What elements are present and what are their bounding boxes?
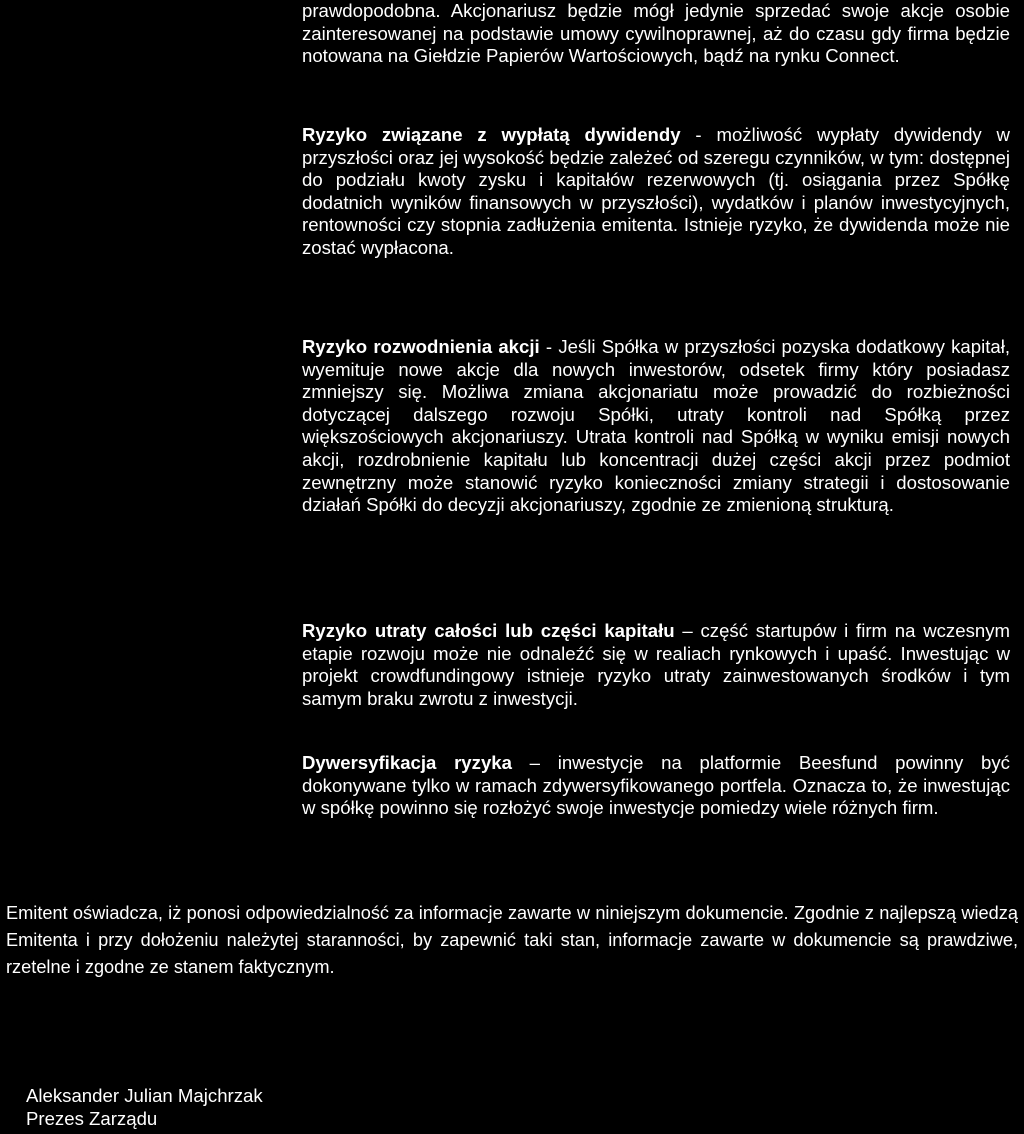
- risk-dilution-text: Jeśli Spółka w przyszłości pozyska dodatkowy kapitał, wyemituje nowe akcje dla nowych inwestorów, odsetek firmy który posiadasz zmniejszy się. Możliwa zmiana akcjonariatu może prowadzić do rozbieżności dotyczącej dalszego rozwoju Spółki, utraty kontroli nad Spółką przez większościowych akcjonariuszy. Utrata kontroli nad Spółką w wyniku emisji nowych akcji, rozdrobnienie kapitału lub koncentracji dużej części akcji przez podmiot zewnętrzny może stanowić ryzyko konieczności zmiany strategii i dostosowanie działań Spółki do decyzji akcjonariuszy, zgodnie ze zmienioną strukturą.: [302, 336, 1010, 516]
- risk-dilution-title: Ryzyko rozwodnienia akcji: [302, 336, 540, 357]
- risk-capital-loss-separator: –: [674, 620, 701, 641]
- issuer-statement: Emitent oświadcza, iż ponosi odpowiedzialność za informacje zawarte w niniejszym dokumencie. Zgodnie z najlepszą wiedzą Emitenta i przy dołożeniu należytej staranności, by zapewnić taki stan, informacje zawarte w dokumencie są prawdziwe, rzetelne i zgodne ze stanem faktycznym.: [6, 903, 1018, 978]
- risk-dividend-paragraph: [302, 124, 1010, 260]
- signature-block: [26, 1084, 263, 1130]
- risk-diversification-text: inwestycje na platformie Beesfund powinny być dokonywane tylko w ramach zdywersyfikowanego portfela. Oznacza to, że inwestując w spółkę powinno się rozłożyć swoje inwestycje pomiedzy wiele różnych firm.: [302, 752, 1010, 819]
- risk-dilution-separator: -: [539, 336, 559, 357]
- risk-capital-loss-text: część startupów i firm na wczesnym etapie rozwoju może nie odnaleźć się w realiach rynkowych i upaść. Inwestując w projekt crowdfundingowy istnieje ryzyko utraty zainwestowanych środków i tym samym braku zwrotu z inwestycji.: [302, 620, 1010, 709]
- risk-capital-loss-paragraph: [302, 620, 1010, 710]
- risk-dividend-title: Ryzyko związane z wypłatą dywidendy: [302, 124, 681, 145]
- risk-dividend-text: możliwość wypłaty dywidendy w przyszłości oraz jej wysokość będzie zależeć od szeregu czynników, w tym: dostępnej do podziału kwoty zysku i kapitałów rezerwowych (tj. osiągania przez Spółkę dodatnich wyników finansowych w przyszłości), wydatków i planów inwestycyjnych, rentowności czy stopnia zadłużenia emitenta. Istnieje ryzyko, że dywidenda może nie zostać wypłacona.: [302, 124, 1010, 258]
- risk-diversification-separator: –: [511, 752, 558, 773]
- risk-diversification-paragraph: [302, 752, 1010, 843]
- signatory-name: Aleksander Julian Majchrzak: [26, 1085, 263, 1106]
- risk-diversification-title: Dywersyfikacja ryzyka: [302, 752, 512, 773]
- risk-dividend-separator: -: [680, 124, 717, 145]
- intro-paragraph: prawdopodobna. Akcjonariusz będzie mógł jedynie sprzedać swoje akcje osobie zainteresowanej na podstawie umowy cywilnoprawnej, aż do czasu gdy firma będzie notowana na Giełdzie Papierów Wartościowych, bądź na rynku Connect.: [302, 0, 1010, 67]
- risk-capital-loss-title: Ryzyko utraty całości lub części kapitału: [302, 620, 675, 641]
- signatory-role: Prezes Zarządu: [26, 1108, 158, 1129]
- risk-dilution-paragraph: [302, 336, 1010, 517]
